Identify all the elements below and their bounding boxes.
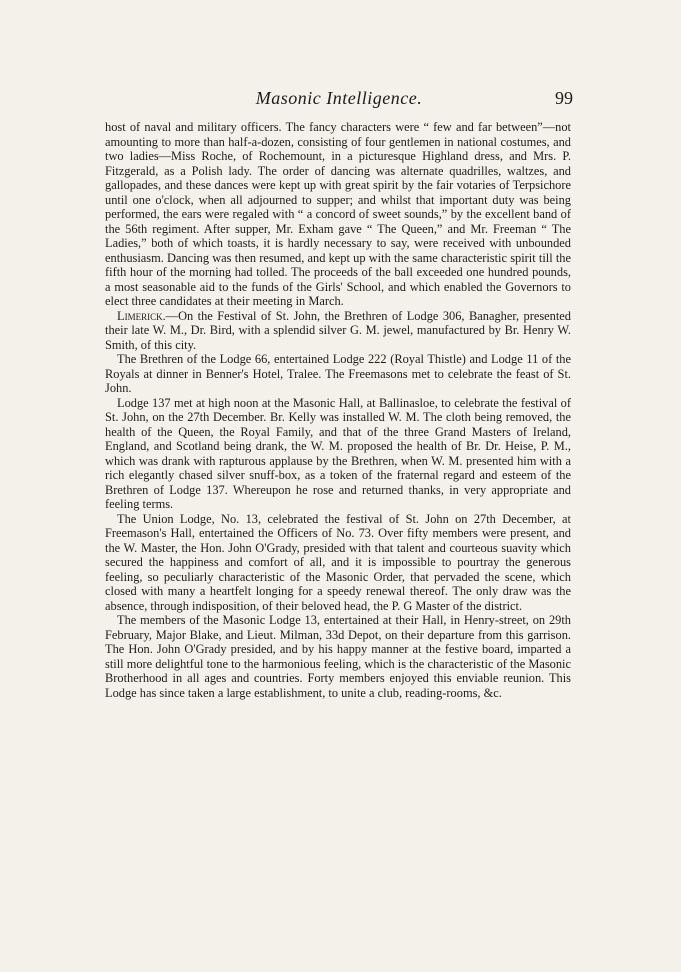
paragraph-lodge-137: Lodge 137 met at high noon at the Masonic Hall, at Ballinasloe, to celebrate the festival of St. John, on the 27th December. Br. Kelly was installed W. M. The cloth being removed, the health of the Queen, the Royal Family, and that of the three Grand Masters of Ireland, England, and Scotland being drank, the W. M. proposed the health of Br. Dr. Heise, P. M., which was drank with rapturous applause by the Brethren, when W. M. presented him with a rich elegantly chased silver snuff-box, as a token of the fraternal regard and esteem of the Brethren of Lodge 137. Whereupon he rose and returned thanks, in very appropriate and feeling terms. — [105, 395, 571, 511]
paragraph-limerick-text: —On the Festival of St. John, the Brethren of Lodge 306, Banagher, presented their late W. M., Dr. Bird, with a splendid silver G. M. jewel, manufactured by Br. Henry W. Smith, of this city. — [105, 308, 571, 352]
article-body — [105, 120, 571, 700]
section-lead-limerick: Limerick. — [117, 308, 166, 323]
page-number: 99 — [555, 88, 573, 108]
paragraph-limerick — [105, 309, 571, 353]
page-header — [105, 88, 573, 110]
paragraph-lodge-13: The members of the Masonic Lodge 13, entertained at their Hall, in Henry-street, on 29th February, Major Blake, and Lieut. Milman, 33d Depot, on their departure from this garrison. The Hon. John O'Grady presided, and by his happy manner at the festive board, imparted a still more delightful tone to the harmonious feeling, which is the characteristic of the Masonic Brotherhood in all ages and countries. Forty members enjoyed this enviable reunion. This Lodge has since taken a large establishment, to unite a club, reading-rooms, &c. — [105, 613, 571, 700]
paragraph-lodge-66: The Brethren of the Lodge 66, entertained Lodge 222 (Royal Thistle) and Lodge 11 of the Royals at dinner in Benner's Hotel, Tralee. The Freemasons met to celebrate the feast of St. John. — [105, 352, 571, 395]
running-title: Masonic Intelligence. — [255, 88, 423, 108]
paragraph-union-lodge: The Union Lodge, No. 13, celebrated the festival of St. John on 27th December, at Freemason's Hall, entertained the Officers of No. 73. Over fifty members were present, and the W. Master, the Hon. John O'Grady, presided with that talent and courteous suavity which secured the happiness and comfort of all, and it is impossible to pourtray the generous feeling, so peculiarly characteristic of the Masonic Order, that pervaded the scene, which closed with many a heartfelt longing for a speedy renewal thereof. The only draw was the absence, through indisposition, of their beloved head, the P. G Master of the district. — [105, 511, 571, 613]
paragraph-ball-continued: host of naval and military officers. The fancy characters were “ few and far between”—not amounting to more than half-a-dozen, consisting of four gentlemen in national costumes, and two ladies—Miss Roche, of Rochemount, in a picturesque Highland dress, and Mrs. P. Fitzgerald, as a Polish lady. The order of dancing was alternate quadrilles, waltzes, and gallopades, and these dances were kept up with great spirit by the fair votaries of Terpsichore until one o'clock, when all adjourned to supper; and whilst that important duty was being performed, the ears were regaled with “ a concord of sweet sounds,” by the excellent band of the 56th regiment. After supper, Mr. Exham gave “ The Queen,” and Mr. Freeman “ The Ladies,” both of which toasts, it is hardly necessary to say, were received with unbounded enthusiasm. Dancing was then resumed, and kept up with the same characteristic spirit till the fifth hour of the morning had tolled. The proceeds of the ball exceeded one hundred pounds, a most seasonable aid to the funds of the Girls' School, and which enabled the Governors to elect three candidates at their meeting in March. — [105, 120, 571, 308]
